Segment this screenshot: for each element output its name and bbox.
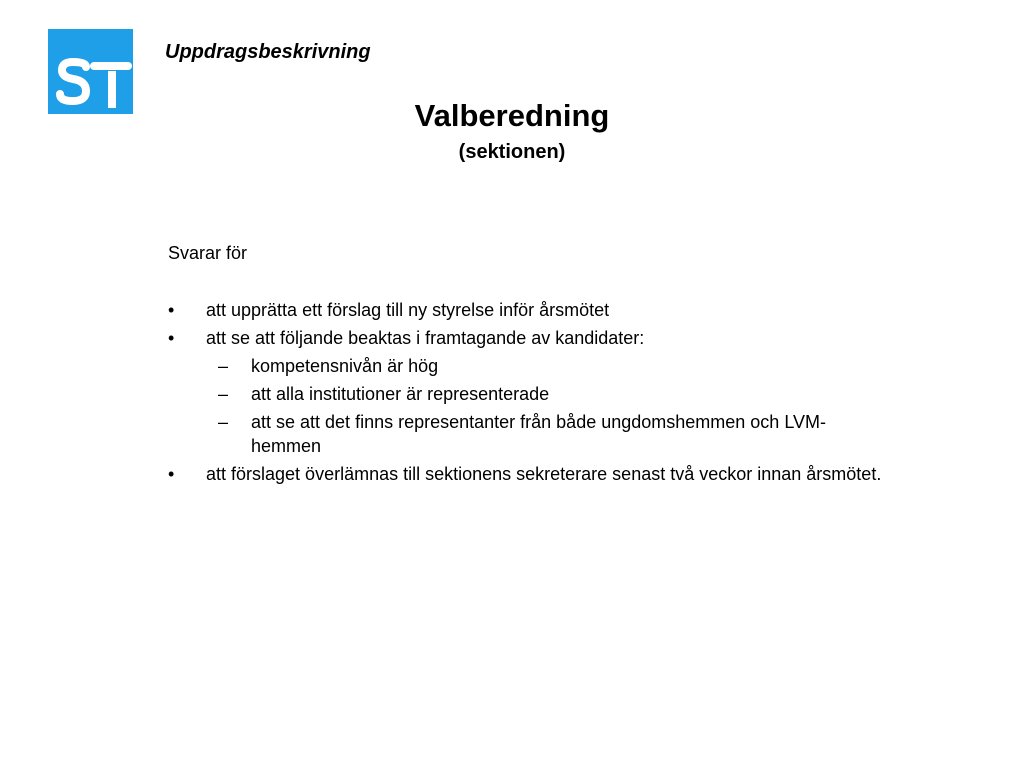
bullet-marker: •	[168, 328, 175, 348]
dash-marker: –	[218, 412, 229, 432]
sub-bullet-text: kompetensnivån är hög	[251, 356, 439, 376]
bullet-item	[168, 298, 888, 322]
slide-content	[168, 241, 888, 490]
document-type-label: Uppdragsbeskrivning	[165, 41, 371, 63]
sub-bullet-list	[206, 354, 888, 458]
bullet-item	[168, 462, 888, 486]
bullet-text: att upprätta ett förslag till ny styrelse inför årsmötet	[206, 300, 610, 320]
dash-marker: –	[218, 384, 229, 404]
bullet-item	[168, 326, 888, 458]
slide-title: Valberedning	[414, 98, 610, 133]
sub-bullet-text: att alla institutioner är representerade	[251, 384, 550, 404]
bullet-text: att förslaget överlämnas till sektionens sekreterare senast två veckor innan årsmötet.	[206, 464, 882, 484]
bullet-list	[168, 298, 888, 486]
bullet-marker: •	[168, 300, 175, 320]
slide-subtitle: (sektionen)	[458, 141, 566, 163]
sub-bullet-item	[206, 410, 888, 458]
intro-text: Svarar för	[168, 243, 248, 263]
sub-bullet-item	[206, 354, 888, 378]
bullet-text: att se att följande beaktas i framtagande av kandidater:	[206, 328, 645, 348]
sub-bullet-text: att se att det finns representanter från både ungdomshemmen och LVM-hemmen	[251, 412, 826, 456]
dash-marker: –	[218, 356, 229, 376]
sub-bullet-item	[206, 382, 888, 406]
bullet-marker: •	[168, 464, 175, 484]
